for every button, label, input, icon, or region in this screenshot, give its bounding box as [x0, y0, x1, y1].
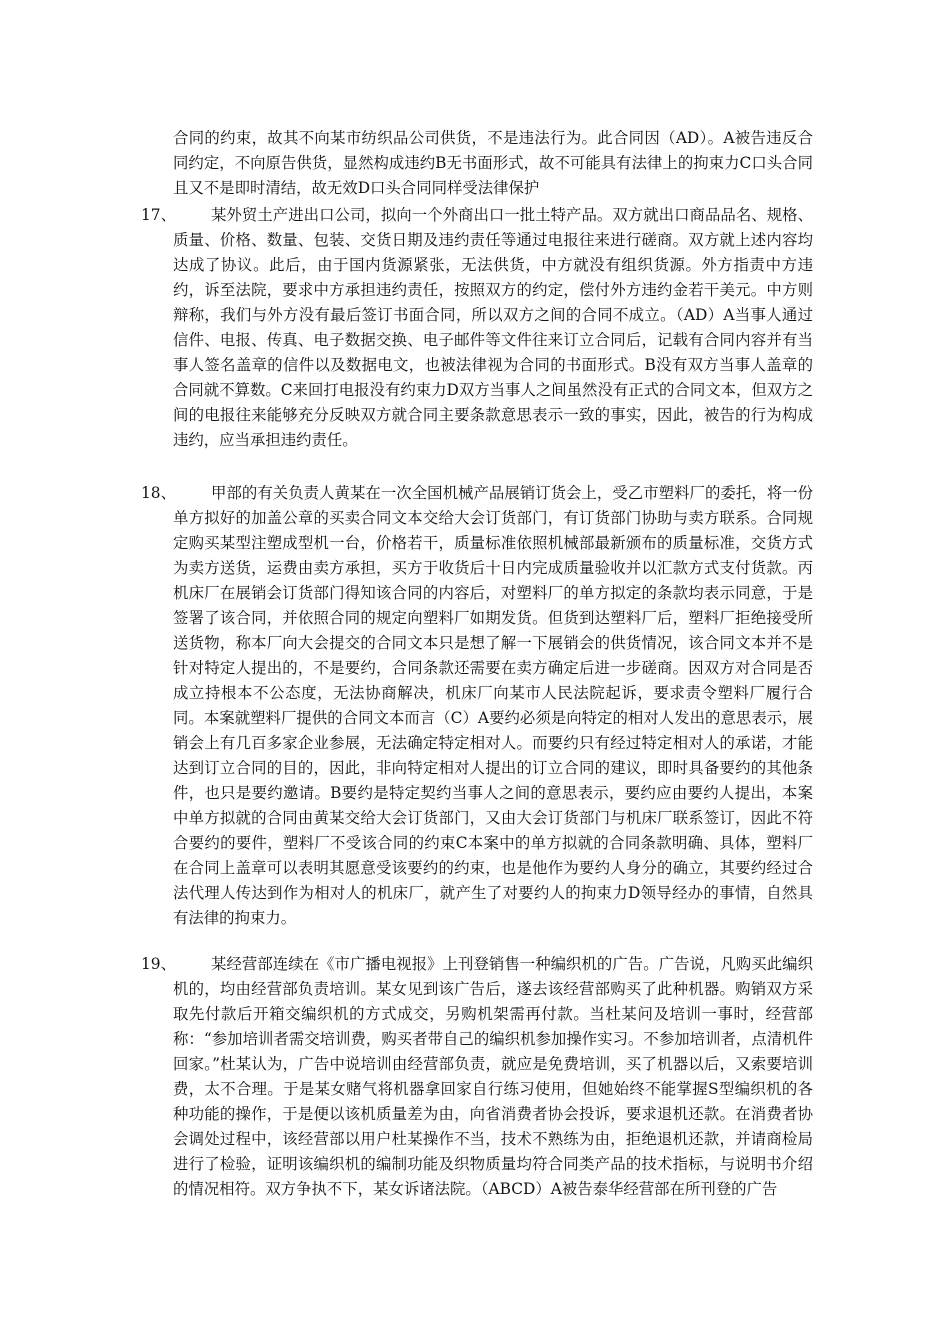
- item-text: 甲部的有关负责人黄某在一次全国机械产品展销订货会上，受乙市塑料厂的委托，将一份单方拟好的加盖公章的买卖合同文本交给大会订货部门，有订货部门协助与卖方联系。合同规定购买某型注塑成型机一台，价格若干，质量标准依照机械部最新颁布的质量标准，交货方式为卖方送货，运费由卖方承担，买方于收货后十日内完成质量验收并以汇款方式支付货款。丙机床厂在展销会订货部门得知该合同的内容后，对塑料厂的单方拟定的条款均表示同意，于是签署了该合同，并依照合同的规定向塑料厂如期发货。但货到达塑料厂后，塑料厂拒绝接受所送货物，称本厂向大会提交的合同文本只是想了解一下展销会的供货情况，该合同文本并不是针对特定人提出的，不是要约，合同条款还需要在卖方确定后进一步磋商。因双方对合同是否成立持根本不公态度，无法协商解决，机床厂向某市人民法院起诉，要求责令塑料厂履行合同。本案就塑料厂提供的合同文本而言（C）A要约必须是向特定的相对人发出的意思表示，展销会上有几百多家企业参展，无法确定特定相对人。而要约只有经过特定相对人的承诺，才能达到订立合同的目的，因此，非向特定相对人提出的订立合同的建议，即时具备要约的其他条件，也只是要约邀请。B要约是特定契约当事人之间的意思表示，要约应由要约人提出，本案中单方拟就的合同由黄某交给大会订货部门，又由大会订货部门与机床厂联系签订，因此不符合要约的要件，塑料厂不受该合同的约束C本案中的单方拟就的合同条款明确、具体，塑料厂在合同上盖章可以表明其愿意受该要约的约束，也是他作为要约人身分的确立，其要约经过合法代理人传达到作为相对人的机床厂，就产生了对要约人的拘束力D领导经办的事情，自然具有法律的拘束力。: [173, 484, 813, 927]
- continuation-paragraph: 合同的约束，故其不向某市纺织品公司供货，不是违法行为。此合同因（AD）。A被告违反合同约定，不向原告供货，显然构成违约B无书面形式，故不可能具有法律上的拘束力C口头合同且又不是即时清结，故无效D口头合同同样受法律保护: [173, 129, 813, 197]
- item-number: 18、: [141, 484, 176, 502]
- question-item-17: [141, 203, 813, 453]
- question-item-18: [141, 481, 813, 931]
- item-number: 17、: [141, 206, 176, 224]
- item-text: 某外贸土产进出口公司，拟向一个外商出口一批土特产品。双方就出口商品品名、规格、质量、价格、数量、包装、交货日期及违约责任等通过电报往来进行磋商。双方就上述内容均达成了协议。此后，由于国内货源紧张，无法供货，中方就没有组织货源。外方指责中方违约，诉至法院，要求中方承担违约责任，按照双方的约定，偿付外方违约金若干美元。中方则辩称，我们与外方没有最后签订书面合同，所以双方之间的合同不成立。（AD）A当事人通过信件、电报、传真、电子数据交换、电子邮件等文件往来订立合同后，记载有合同内容并有当事人签名盖章的信件以及数据电文，也被法律视为合同的书面形式。B没有双方当事人盖章的合同就不算数。C来回打电报没有约束力D双方当事人之间虽然没有正式的合同文本，但双方之间的电报往来能够充分反映双方就合同主要条款意思表示一致的事实，因此，被告的行为构成违约，应当承担违约责任。: [173, 206, 813, 449]
- item-text: 某经营部连续在《市广播电视报》上刊登销售一种编织机的广告。广告说，凡购买此编织机的，均由经营部负责培训。某女见到该广告后，遂去该经营部购买了此种机器。购销双方采取先付款后开箱交编织机的方式成交，另购机架需再付款。当杜某问及培训一事时，经营部称：“参加培训者需交培训费，购买者带自己的编织机参加操作实习。不参加培训者，点清机件回家。”杜某认为，广告中说培训由经营部负责，就应是免费培训，买了机器以后，又索要培训费，太不合理。于是某女赌气将机器拿回家自行练习使用，但她始终不能掌握S型编织机的各种功能的操作，于是便以该机质量差为由，向省消费者协会投诉，要求退机还款。在消费者协会调处过程中，该经营部以用户杜某操作不当，技术不熟练为由，拒绝退机还款，并请商检局进行了检验，证明该编织机的编制功能及织物质量均符合同类产品的技术指标，与说明书介绍的情况相符。双方争执不下，某女诉诸法院。（ABCD）A被告泰华经营部在所刊登的广告: [173, 955, 813, 1198]
- question-item-19: [141, 952, 813, 1202]
- item-number: 19、: [141, 955, 176, 973]
